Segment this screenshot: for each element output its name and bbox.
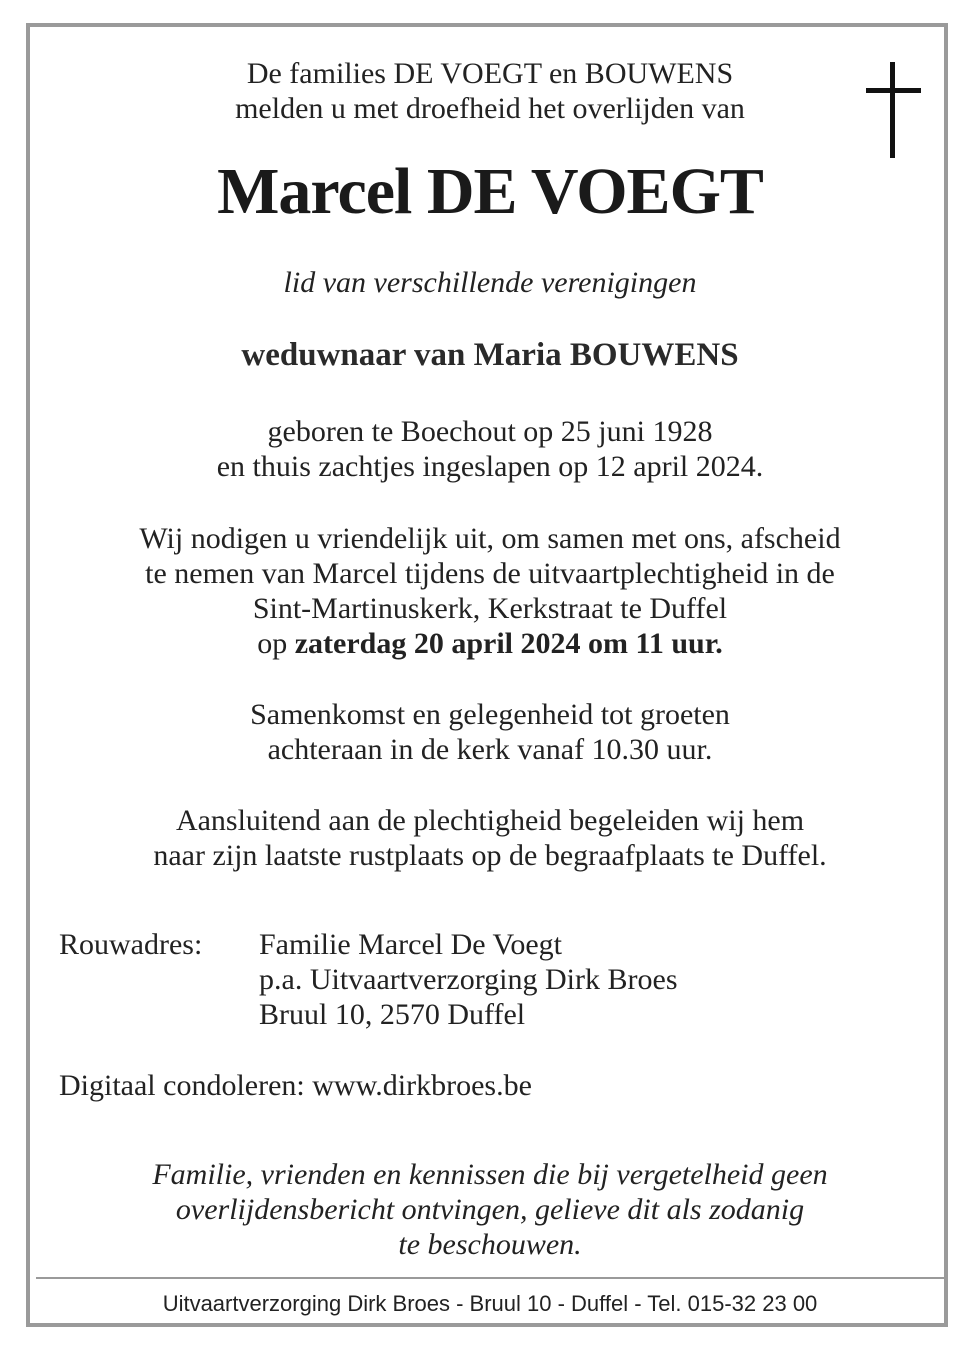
digital-condolence: Digitaal condoleren: www.dirkbroes.be bbox=[59, 1069, 532, 1102]
notice-line: te beschouwen. bbox=[398, 1228, 582, 1261]
funeral-home-footer: Uitvaartverzorging Dirk Broes - Bruul 10 - Duffel - Tel. 015-32 23 00 bbox=[162, 1291, 818, 1316]
gathering-info bbox=[40, 697, 940, 767]
deceased-name: Marcel DE VOEGT bbox=[217, 155, 763, 228]
death-line: en thuis zachtjes ingeslapen op 12 april 2024. bbox=[216, 450, 764, 483]
address-line: Familie Marcel De Voegt bbox=[259, 928, 562, 961]
burial-line: naar zijn laatste rustplaats op de begraafplaats te Duffel. bbox=[153, 839, 827, 872]
address-label: Rouwadres: bbox=[59, 928, 203, 961]
invitation-date-prefix: op bbox=[257, 627, 295, 660]
notice-text bbox=[40, 1157, 940, 1262]
invitation-line: Wij nodigen u vriendelijk uit, om samen met ons, afscheid bbox=[139, 522, 841, 555]
birth-line: geboren te Boechout op 25 juni 1928 bbox=[267, 415, 713, 448]
widower-line: weduwnaar van Maria BOUWENS bbox=[241, 337, 739, 373]
footer-divider bbox=[36, 1277, 944, 1279]
address-line: p.a. Uitvaartverzorging Dirk Broes bbox=[259, 963, 678, 996]
notice-line: Familie, vrienden en kennissen die bij vergetelheid geen bbox=[152, 1158, 828, 1191]
funeral-invitation bbox=[40, 521, 940, 661]
deceased-subtitle: lid van verschillende verenigingen bbox=[283, 266, 697, 299]
gathering-line: Samenkomst en gelegenheid tot groeten bbox=[250, 698, 730, 731]
invitation-line: Sint-Martinuskerk, Kerkstraat te Duffel bbox=[252, 592, 728, 625]
invitation-date-line bbox=[40, 626, 940, 661]
address-lines bbox=[259, 927, 859, 1032]
intro-line: De families DE VOEGT en BOUWENS bbox=[246, 57, 734, 90]
invitation-line: te nemen van Marcel tijdens de uitvaartplechtigheid in de bbox=[145, 557, 835, 590]
gathering-line: achteraan in de kerk vanaf 10.30 uur. bbox=[267, 733, 713, 766]
intro-text bbox=[40, 56, 940, 126]
intro-line: melden u met droefheid het overlijden van bbox=[235, 92, 745, 125]
address-line: Bruul 10, 2570 Duffel bbox=[259, 998, 526, 1031]
burial-line: Aansluitend aan de plechtigheid begeleiden wij hem bbox=[175, 804, 805, 837]
notice-line: overlijdensbericht ontvingen, gelieve dit als zodanig bbox=[175, 1193, 805, 1226]
funeral-date: zaterdag 20 april 2024 om 11 uur. bbox=[294, 627, 723, 660]
life-dates bbox=[40, 414, 940, 484]
burial-info bbox=[40, 803, 940, 873]
